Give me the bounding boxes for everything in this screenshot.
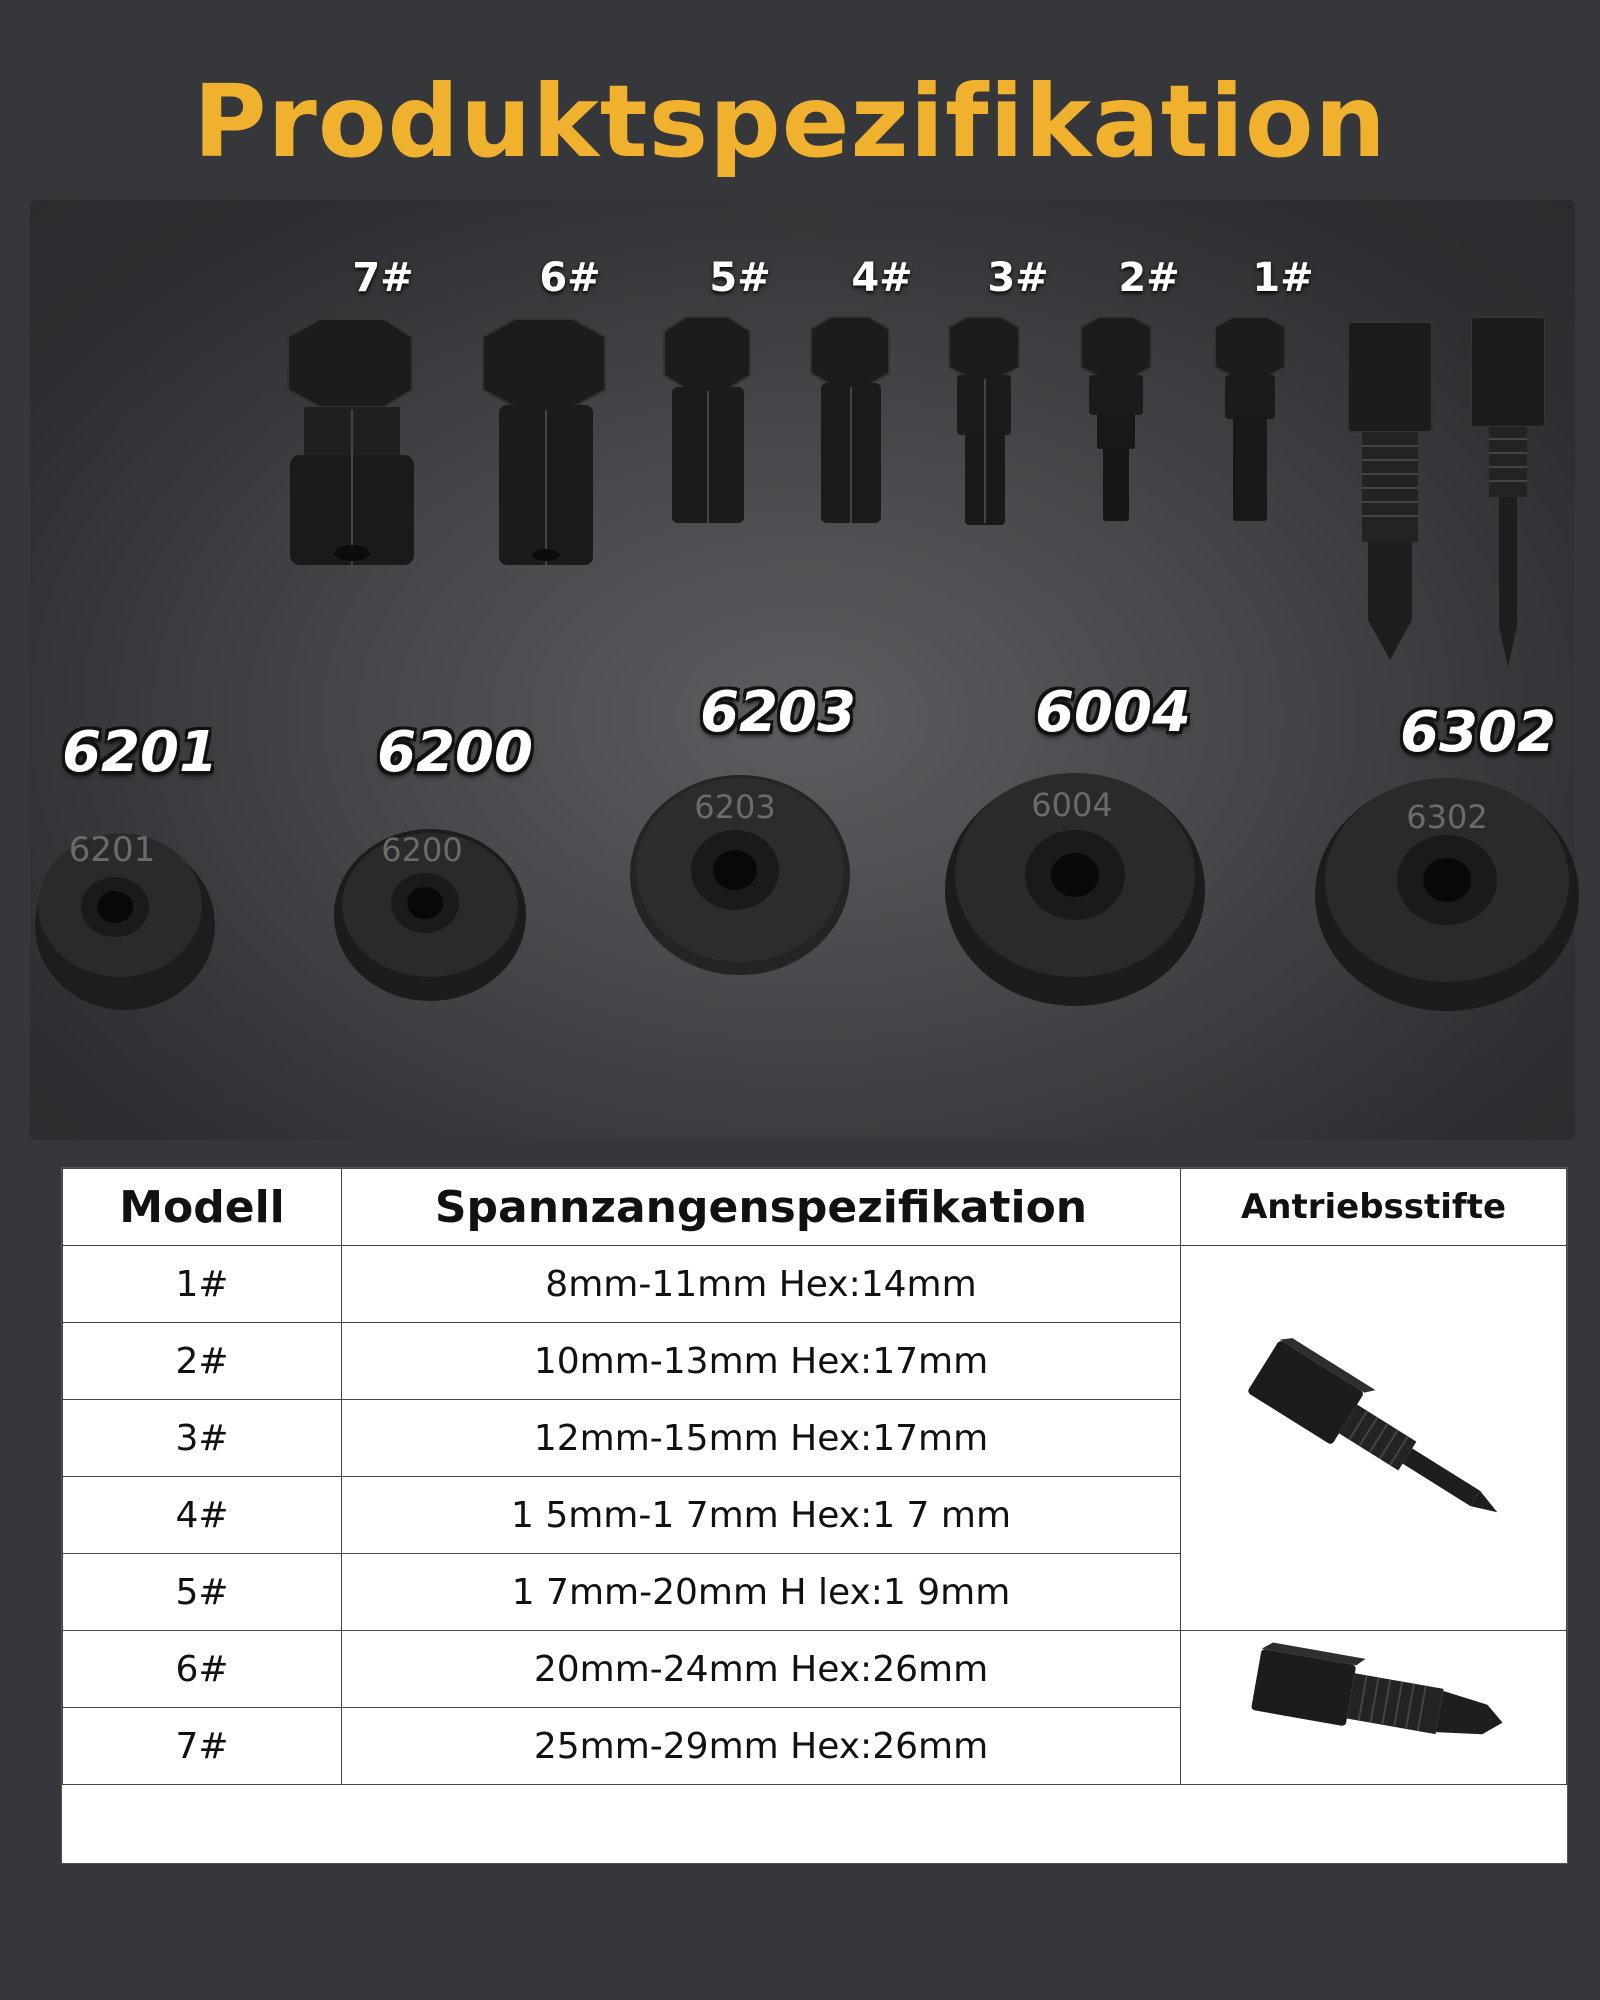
pins-cell-large [1181, 1631, 1567, 1785]
row-model: 5# [63, 1554, 342, 1631]
row-spec: 8mm-11mm Hex:14mm [342, 1246, 1181, 1323]
bearing-adapter-6302 [1312, 755, 1582, 1015]
bearing-stamp-6302: 6302 [1406, 798, 1488, 836]
drive-pin-small-icon [1224, 1304, 1524, 1564]
pins-cell-small [1181, 1246, 1567, 1631]
row-model: 2# [63, 1323, 342, 1400]
collet-1-image [1211, 315, 1291, 535]
bearing-stamp-6004: 6004 [1031, 786, 1113, 824]
bearing-label-6302: 6302 [1400, 700, 1556, 765]
collet-2-image [1077, 315, 1157, 535]
table-row [63, 1246, 1567, 1323]
spec-table [61, 1167, 1568, 1864]
page-title: Produktspezifikation [193, 63, 1387, 180]
bearing-stamp-6203: 6203 [694, 788, 776, 826]
row-model: 3# [63, 1400, 342, 1477]
bearing-adapter-6200 [330, 815, 530, 1005]
header-spec: Spannzangenspezifikation [342, 1169, 1181, 1246]
collet-label-4: 4# [851, 255, 913, 301]
row-spec: 25mm-29mm Hex:26mm [342, 1708, 1181, 1785]
collet-7-image [280, 315, 420, 575]
collet-label-1: 1# [1252, 255, 1314, 301]
row-model: 1# [63, 1246, 342, 1323]
drive-pin-large-icon [1224, 1633, 1524, 1773]
collet-label-3: 3# [987, 255, 1049, 301]
collet-label-5: 5# [709, 255, 771, 301]
row-model: 6# [63, 1631, 342, 1708]
row-spec: 12mm-15mm Hex:17mm [342, 1400, 1181, 1477]
drive-pin-small-image [1463, 315, 1553, 675]
bearing-stamp-6201: 6201 [68, 830, 156, 870]
bearing-label-6201: 6201 [62, 720, 218, 785]
header-model: Modell [63, 1169, 342, 1246]
collet-4-image [807, 315, 897, 535]
row-model: 7# [63, 1708, 342, 1785]
bearing-label-6203: 6203 [700, 680, 856, 745]
bearing-adapter-6203 [625, 760, 855, 980]
row-spec: 1 7mm-20mm H lex:1 9mm [342, 1554, 1181, 1631]
table-header-row [63, 1169, 1567, 1246]
drive-pin-large-image [1340, 320, 1440, 670]
bearing-adapter-6201 [30, 815, 220, 1015]
bearing-label-6004: 6004 [1035, 680, 1191, 745]
bearing-stamp-6200: 6200 [381, 831, 463, 869]
row-model: 4# [63, 1477, 342, 1554]
header-pins: Antriebsstifte [1181, 1169, 1567, 1246]
spec-grid [62, 1168, 1567, 1785]
product-photo [30, 200, 1575, 1140]
collet-6-image [473, 315, 613, 575]
collet-5-image [658, 315, 758, 535]
row-spec: 20mm-24mm Hex:26mm [342, 1631, 1181, 1708]
collet-label-6: 6# [539, 255, 601, 301]
row-spec: 10mm-13mm Hex:17mm [342, 1323, 1181, 1400]
table-row [63, 1631, 1567, 1708]
collet-label-7: 7# [352, 255, 414, 301]
bearing-label-6200: 6200 [377, 720, 533, 785]
bearing-adapter-6004 [940, 750, 1210, 1010]
collet-label-2: 2# [1118, 255, 1180, 301]
collet-3-image [945, 315, 1025, 535]
row-spec: 1 5mm-1 7mm Hex:1 7 mm [342, 1477, 1181, 1554]
